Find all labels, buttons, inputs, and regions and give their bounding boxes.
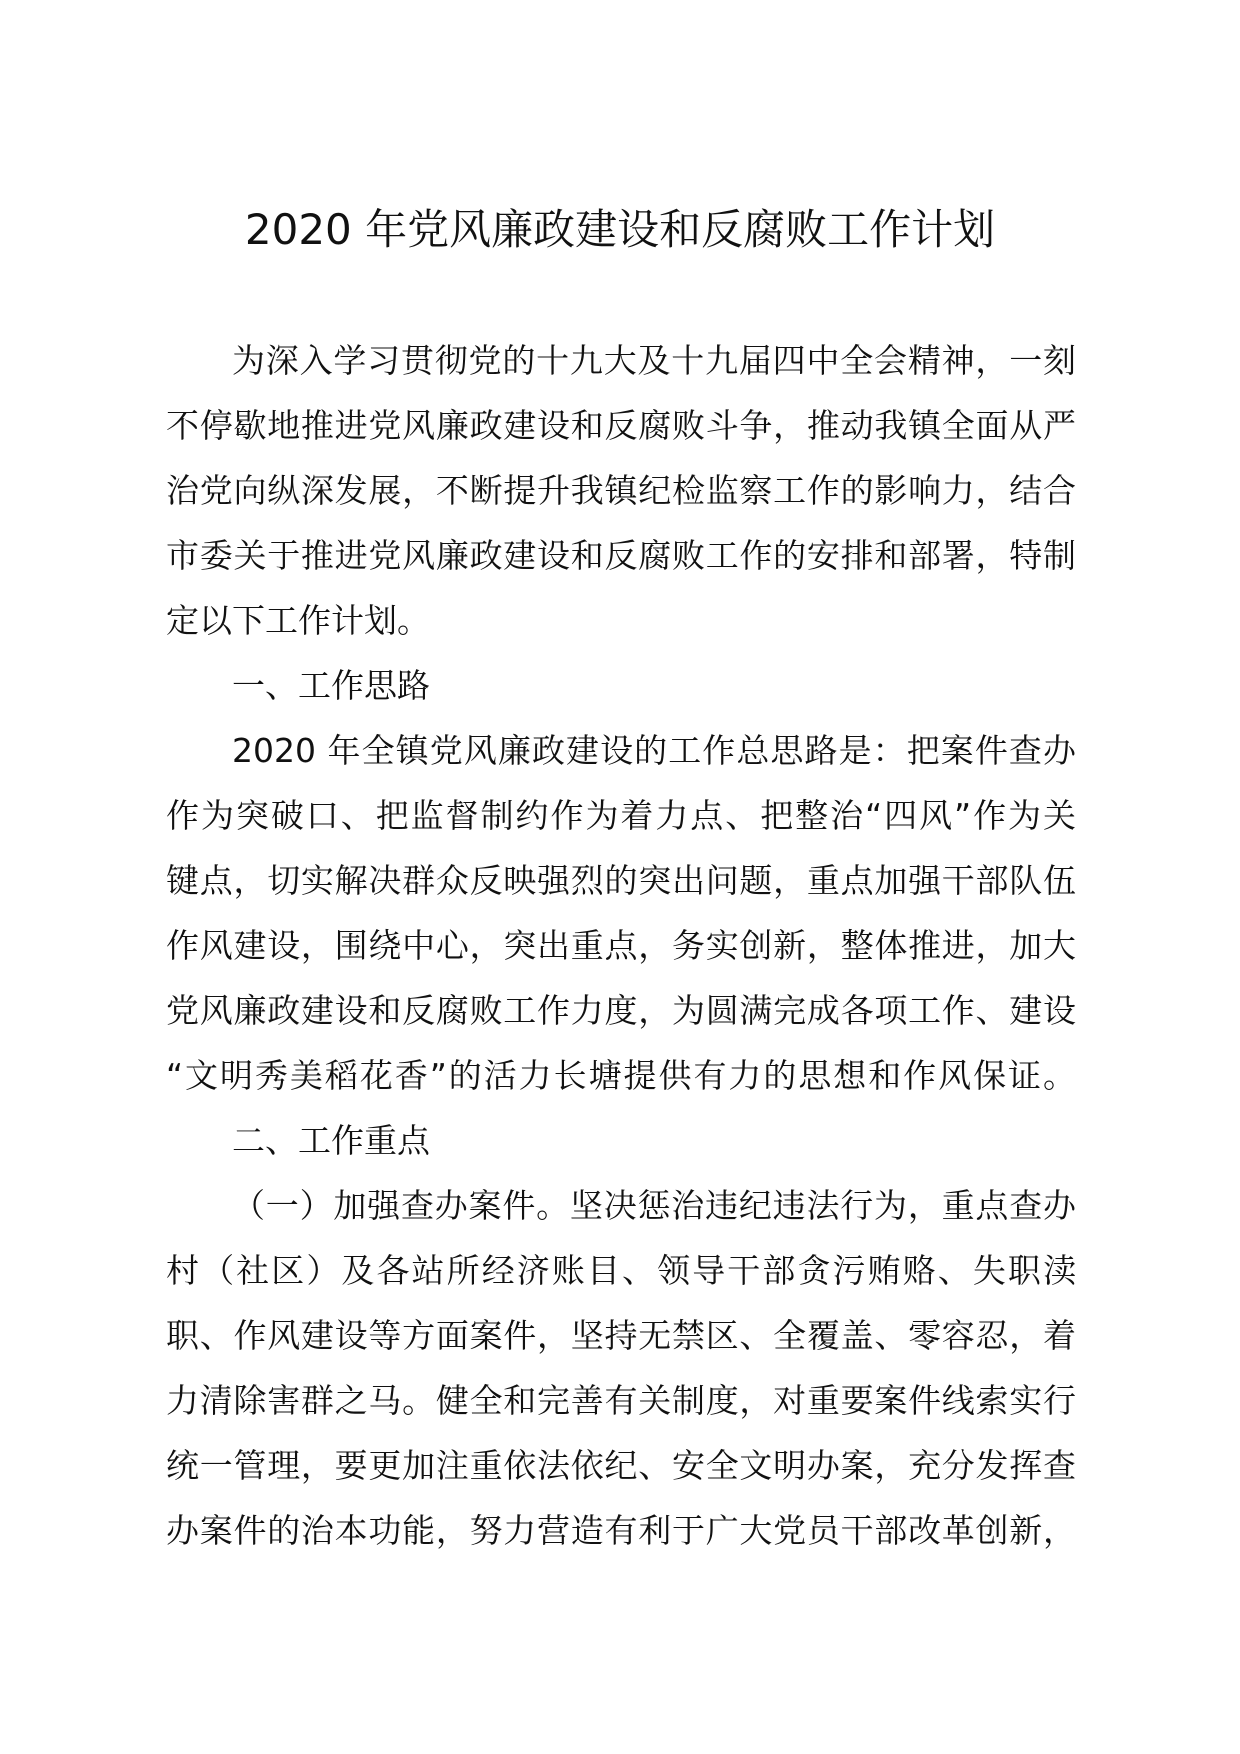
document-body	[166, 328, 1076, 1563]
section-heading: 一、工作思路	[232, 666, 430, 705]
paragraph-line: 2020 年全镇党风廉政建设的工作总思路是：把案件查办	[232, 731, 1076, 770]
paragraph-line: 治党向纵深发展，不断提升我镇纪检监察工作的影响力，结合	[166, 471, 1076, 510]
paragraph-line: （一）加强查办案件。坚决惩治违纪违法行为，重点查办	[232, 1186, 1076, 1225]
paragraph-line: 定以下工作计划。	[166, 601, 430, 640]
paragraph-line: “文明秀美稻花香”的活力长塘提供有力的思想和作风保证。	[166, 1056, 1076, 1095]
paragraph-line: 不停歇地推进党风廉政建设和反腐败斗争，推动我镇全面从严	[166, 406, 1076, 445]
paragraph-line: 村（社区）及各站所经济账目、领导干部贪污贿赂、失职渎	[166, 1251, 1076, 1290]
paragraph-line: 职、作风建设等方面案件，坚持无禁区、全覆盖、零容忍，着	[166, 1316, 1076, 1355]
paragraph-line: 作风建设，围绕中心，突出重点，务实创新，整体推进，加大	[166, 926, 1076, 965]
paragraph-line: 作为突破口、把监督制约作为着力点、把整治“四风”作为关	[166, 796, 1076, 835]
paragraph-line: 键点，切实解决群众反映强烈的突出问题，重点加强干部队伍	[166, 861, 1076, 900]
paragraph-line: 市委关于推进党风廉政建设和反腐败工作的安排和部署，特制	[166, 536, 1076, 575]
document-title: 2020 年党风廉政建设和反腐败工作计划	[244, 205, 996, 254]
paragraph-line: 统一管理，要更加注重依法依纪、安全文明办案，充分发挥查	[166, 1446, 1076, 1485]
section-heading: 二、工作重点	[232, 1121, 430, 1160]
paragraph-line: 为深入学习贯彻党的十九大及十九届四中全会精神，一刻	[232, 341, 1076, 380]
paragraph-line: 党风廉政建设和反腐败工作力度，为圆满完成各项工作、建设	[166, 991, 1076, 1030]
paragraph-line: 办案件的治本功能，努力营造有利于广大党员干部改革创新，	[166, 1511, 1076, 1550]
paragraph-line: 力清除害群之马。健全和完善有关制度，对重要案件线索实行	[166, 1381, 1076, 1420]
